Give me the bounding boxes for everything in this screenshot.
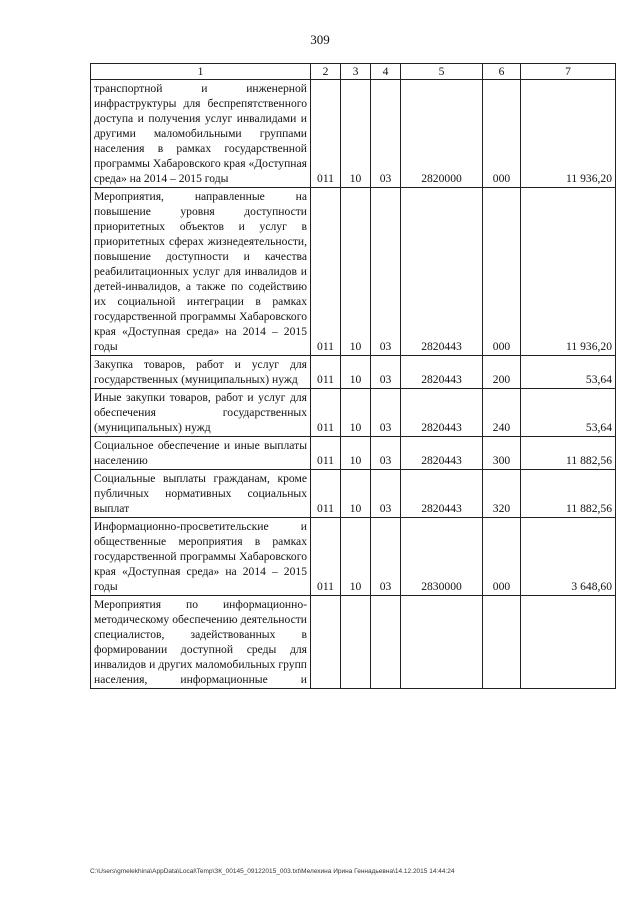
target-item-cell: 2830000	[401, 518, 483, 596]
amount-cell: 53,64	[521, 389, 616, 437]
expense-type-cell: 300	[483, 437, 521, 470]
subsection-cell: 03	[371, 356, 401, 389]
amount-cell: 11 882,56	[521, 437, 616, 470]
admin-code-cell: 011	[311, 518, 341, 596]
amount-cell: 53,64	[521, 356, 616, 389]
section-cell	[341, 596, 371, 689]
expense-type-cell: 000	[483, 518, 521, 596]
section-cell: 10	[341, 80, 371, 188]
section-cell: 10	[341, 518, 371, 596]
admin-code-cell	[311, 596, 341, 689]
expense-type-cell: 240	[483, 389, 521, 437]
table-row	[91, 356, 616, 389]
admin-code-cell: 011	[311, 437, 341, 470]
table-row	[91, 437, 616, 470]
row-description: Социальное обеспечение и иные выплаты населению	[91, 437, 311, 470]
table-row	[91, 470, 616, 518]
row-description: Социальные выплаты гражданам, кроме публичных нормативных социальных выплат	[91, 470, 311, 518]
subsection-cell: 03	[371, 518, 401, 596]
target-item-cell	[401, 596, 483, 689]
header-cell: 2	[311, 64, 341, 80]
target-item-cell: 2820443	[401, 470, 483, 518]
amount-cell	[521, 596, 616, 689]
section-cell: 10	[341, 356, 371, 389]
section-cell: 10	[341, 188, 371, 356]
row-description: Закупка товаров, работ и услуг для государственных (муниципальных) нужд	[91, 356, 311, 389]
header-cell: 6	[483, 64, 521, 80]
amount-cell: 11 936,20	[521, 188, 616, 356]
section-cell: 10	[341, 389, 371, 437]
row-description: транспортной и инженерной инфраструктуры для беспрепятственного доступа и получения услуг инвалидами и другими маломобильными группами населения в рамках государственной программы Хабаровского края «Доступная среда» на 2014 – 2015 годы	[91, 80, 311, 188]
amount-cell: 11 936,20	[521, 80, 616, 188]
budget-table	[90, 63, 616, 689]
table-row	[91, 188, 616, 356]
row-description: Информационно-просветительские и общественные мероприятия в рамках государственной программы Хабаровского края «Доступная среда» на 2014 – 2015 годы	[91, 518, 311, 596]
table-row	[91, 80, 616, 188]
header-row	[91, 64, 616, 80]
admin-code-cell: 011	[311, 356, 341, 389]
admin-code-cell: 011	[311, 188, 341, 356]
admin-code-cell: 011	[311, 80, 341, 188]
header-cell: 4	[371, 64, 401, 80]
subsection-cell: 03	[371, 470, 401, 518]
row-description: Мероприятия по информационно-методическому обеспечению деятельности специалистов, задействованных в формировании доступной среды для инвалидов и других маломобильных групп населения, информационные и	[91, 596, 311, 689]
file-path-footer: C:\Users\gmelekhina\AppData\Local\Temp\ЗК_00145_09122015_003.txt\Мелехина Ирина Геннадьевна\14.12.2015 14:44:24	[90, 868, 455, 875]
subsection-cell: 03	[371, 188, 401, 356]
expense-type-cell: 000	[483, 80, 521, 188]
expense-type-cell	[483, 596, 521, 689]
header-cell: 3	[341, 64, 371, 80]
header-cell: 1	[91, 64, 311, 80]
expense-type-cell: 320	[483, 470, 521, 518]
expense-type-cell: 200	[483, 356, 521, 389]
admin-code-cell: 011	[311, 470, 341, 518]
subsection-cell	[371, 596, 401, 689]
header-cell: 7	[521, 64, 616, 80]
target-item-cell: 2820443	[401, 188, 483, 356]
table-row	[91, 518, 616, 596]
target-item-cell: 2820443	[401, 389, 483, 437]
target-item-cell: 2820443	[401, 356, 483, 389]
target-item-cell: 2820000	[401, 80, 483, 188]
amount-cell: 11 882,56	[521, 470, 616, 518]
subsection-cell: 03	[371, 437, 401, 470]
row-description: Иные закупки товаров, работ и услуг для обеспечения государственных (муниципальных) нужд	[91, 389, 311, 437]
amount-cell: 3 648,60	[521, 518, 616, 596]
target-item-cell: 2820443	[401, 437, 483, 470]
subsection-cell: 03	[371, 389, 401, 437]
table-row	[91, 389, 616, 437]
admin-code-cell: 011	[311, 389, 341, 437]
section-cell: 10	[341, 470, 371, 518]
row-description: Мероприятия, направленные на повышение уровня доступности приоритетных объектов и услуг в приоритетных сферах жизнедеятельности, повышение доступности и качества реабилитационных услуг для инвалидов и детей-инвалидов, а также по содействию их социальной интеграции в рамках государственной программы Хабаровского края «Доступная среда» на 2014 – 2015 годы	[91, 188, 311, 356]
page-number: 309	[310, 32, 330, 47]
expense-type-cell: 000	[483, 188, 521, 356]
table-row	[91, 596, 616, 689]
subsection-cell: 03	[371, 80, 401, 188]
header-cell: 5	[401, 64, 483, 80]
section-cell: 10	[341, 437, 371, 470]
